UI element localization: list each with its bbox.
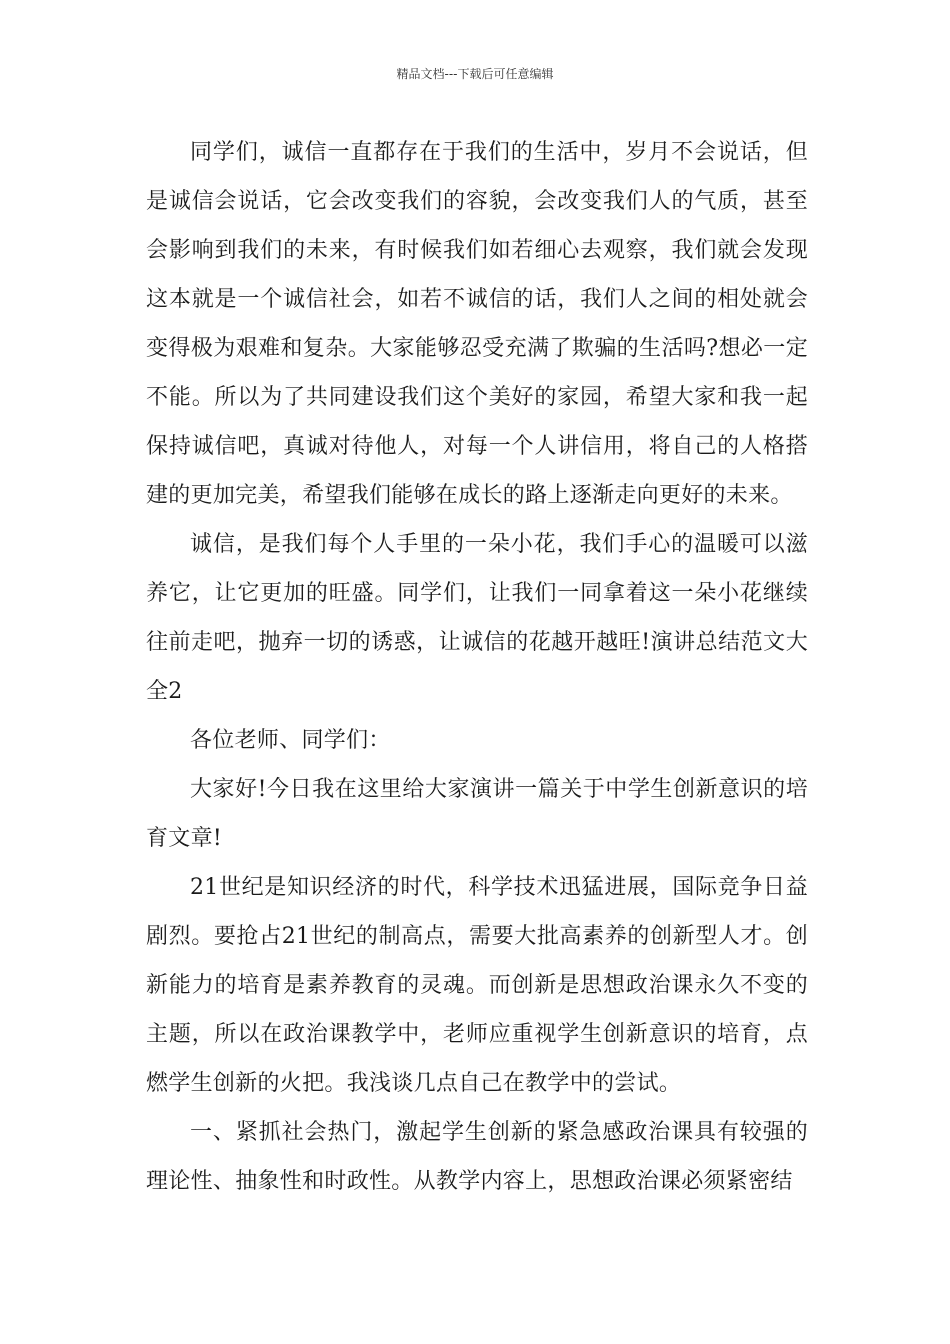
paragraph-integrity-flower: 诚信，是我们每个人手里的一朵小花，我们手心的温暖可以滋养它，让它更加的旺盛。同学们，让我们一同拿着这一朵小花继续往前走吧，抛弃一切的诱惑，让诚信的花越开越旺!演讲总结范文大全2 bbox=[146, 532, 808, 704]
page-header: 精品文档---下载后可任意编辑 bbox=[396, 67, 554, 81]
paragraph-section-one: 一、紧抓社会热门，激起学生创新的紧急感政治课具有较强的理论性、抽象性和时政性。从教学内容上，思想政治课必须紧密结 bbox=[146, 1120, 808, 1194]
paragraph-integrity-life: 同学们，诚信一直都存在于我们的生活中，岁月不会说话，但是诚信会说话，它会改变我们的容貌，会改变我们人的气质，甚至会影响到我们的未来，有时候我们如若细心去观察，我们就会发现这本就是一个诚信社会，如若不诚信的话，我们人之间的相处就会变得极为艰难和复杂。大家能够忍受充满了欺骗的生活吗?想必一定不能。所以为了共同建设我们这个美好的家园，希望大家和我一起保持诚信吧，真诚对待他人，对每一个人讲信用，将自己的人格搭建的更加完美，希望我们能够在成长的路上逐渐走向更好的未来。 bbox=[146, 140, 808, 508]
paragraph-opening: 大家好!今日我在这里给大家演讲一篇关于中学生创新意识的培育文章! bbox=[146, 777, 808, 851]
paragraph-21st-century: 21世纪是知识经济的时代，科学技术迅猛进展，国际竞争日益剧烈。要抢占21世纪的制高点，需要大批高素养的创新型人才。创新能力的培育是素养教育的灵魂。而创新是思想政治课永久不变的主题，所以在政治课教学中，老师应重视学生创新意识的培育，点燃学生创新的火把。我浅谈几点自己在教学中的尝试。 bbox=[146, 875, 808, 1096]
document-body bbox=[146, 128, 808, 1206]
paragraph-greeting: 各位老师、同学们： bbox=[190, 728, 391, 753]
